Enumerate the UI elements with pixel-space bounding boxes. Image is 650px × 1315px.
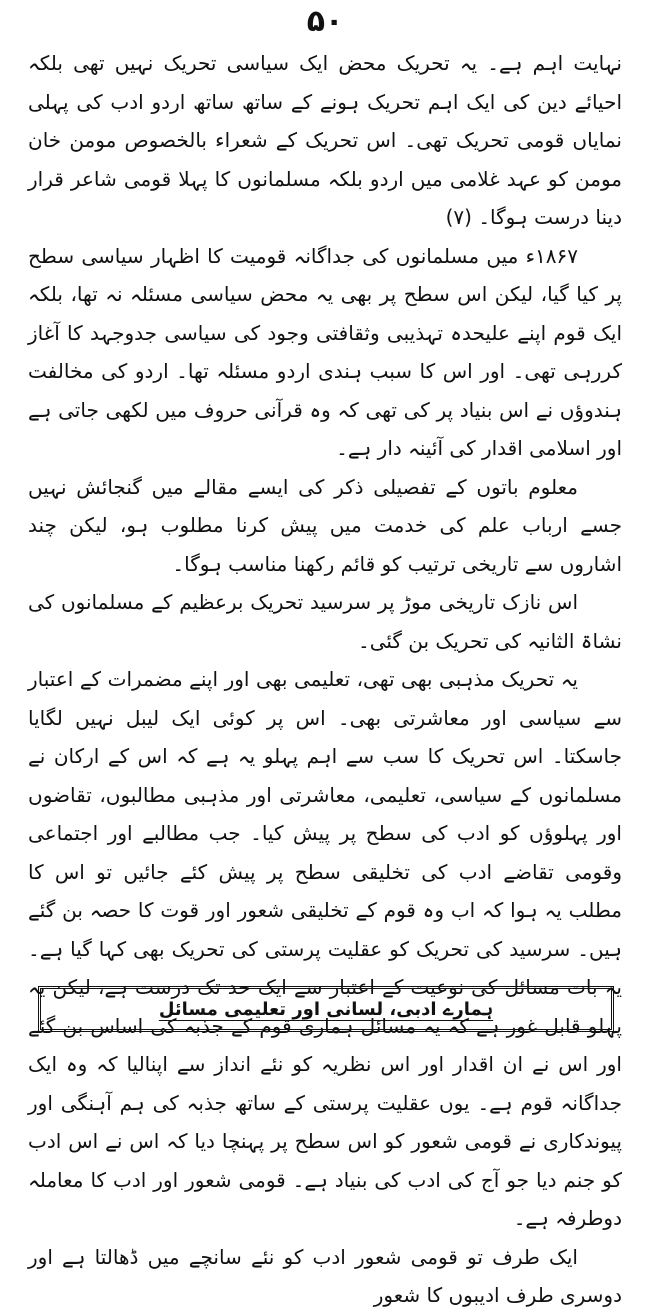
- paragraph-5: یہ تحریک مذہبی بھی تھی، تعلیمی بھی اور اپنے مضمرات کے اعتبار سے سیاسی اور معاشرتی بھی۔ اس پر کوئی ایک لیبل نہیں لگایا جاسکتا۔ اس تحریک کا سب سے اہم پہلو یہ ہے کہ اس کے ارکان نے مسلمانوں کے سیاسی، تعلیمی، معاشرتی اور مذہبی مطالبوں، تقاضوں اور پہلوؤں کو ادب کی سطح پر پیش کیا۔ جب مطالبے اور اجتماعی وقومی تقاضے ادب کی تخلیقی سطح پر پیش کئے جائیں تو اس کا مطلب یہ ہوا کہ اب وہ قوم کے تخلیقی شعور اور قوت کا حصہ بن گئے ہیں۔ سرسید کی تحریک کو عقلیت پرستی کی تحریک بھی کہا گیا ہے۔ یہ بات مسائل کی نوعیت کے اعتبار سے ایک حد تک درست ہے، لیکن یہ پہلو قابل غور ہے کہ یہ مسائل ہماری قوم کے جذبہ کی اساس بن گئے اور اس نے ان اقدار اور اس نظریہ کو نئے انداز سے اپنالیا کہ وہ ایک جداگانہ قوم ہے۔ یوں عقلیت پرستی کے ساتھ جذبہ کی ہم آہنگی اور پیوندکاری نے قومی شعور کو اس سطح پر پہنچا دیا کہ اس نے اس ادب کو جنم دیا جو آج کی ادب کی بنیاد ہے۔ قومی شعور اور ادب کا معاملہ دوطرفہ ہے۔: [28, 667, 622, 1230]
- paragraph-6: ایک طرف تو قومی شعور ادب کو نئے سانچے میں ڈھالتا ہے اور دوسری طرف ادیبوں کا شعور: [28, 1244, 622, 1307]
- paragraph-3: معلوم باتوں کے تفصیلی ذکر کی ایسے مقالے میں گنجائش نہیں جسے ارباب علم کی خدمت میں پیش کرنا مطلوب ہو، لیکن چند اشاروں سے تاریخی ترتیب کو قائم رکھنا مناسب ہوگا۔: [28, 474, 622, 576]
- paragraph-4: اس نازک تاریخی موڑ پر سرسید تحریک برعظیم کے مسلمانوں کی نشاۃ الثانیہ کی تحریک بن گئی۔: [28, 590, 622, 653]
- running-footer-box: [38, 986, 614, 1032]
- page-number: ۵۰: [306, 4, 344, 39]
- book-title-footer: ہمارے ادبی، لسانی اور تعلیمی مسائل: [158, 998, 494, 1020]
- body-text: [28, 44, 622, 1315]
- paragraph-1: نہایت اہم ہے۔ یہ تحریک محض ایک سیاسی تحریک نہیں تھی بلکہ احیائے دین کی ایک اہم تحریک ہونے کے ساتھ ساتھ اردو ادب کی پہلی نمایاں قومی تحریک تھی۔ اس تحریک کے شعراء بالخصوص مومن خان مومن کو عہد غلامی میں اردو بلکہ مسلمانوں کا پہلا قومی شاعر قرار دینا درست ہوگا۔ (۷): [28, 51, 622, 229]
- paragraph-2: ۱۸۶۷ء میں مسلمانوں کی جداگانہ قومیت کا اظہار سیاسی سطح پر کیا گیا، لیکن اس سطح پر بھی یہ محض سیاسی مسئلہ نہ تھا، بلکہ ایک قوم اپنے علیحدہ تہذیبی وثقافتی وجود کی سیاسی جدوجہد کا آغاز کررہی تھی۔ اور اس کا سبب ہندی اردو مسئلہ تھا۔ اردو کی مخالفت ہندوؤں نے اس بنیاد پر کی تھی کہ وہ قرآنی حروف میں لکھی جاتی ہے اور اسلامی اقدار کی آئینہ دار ہے۔: [28, 243, 622, 460]
